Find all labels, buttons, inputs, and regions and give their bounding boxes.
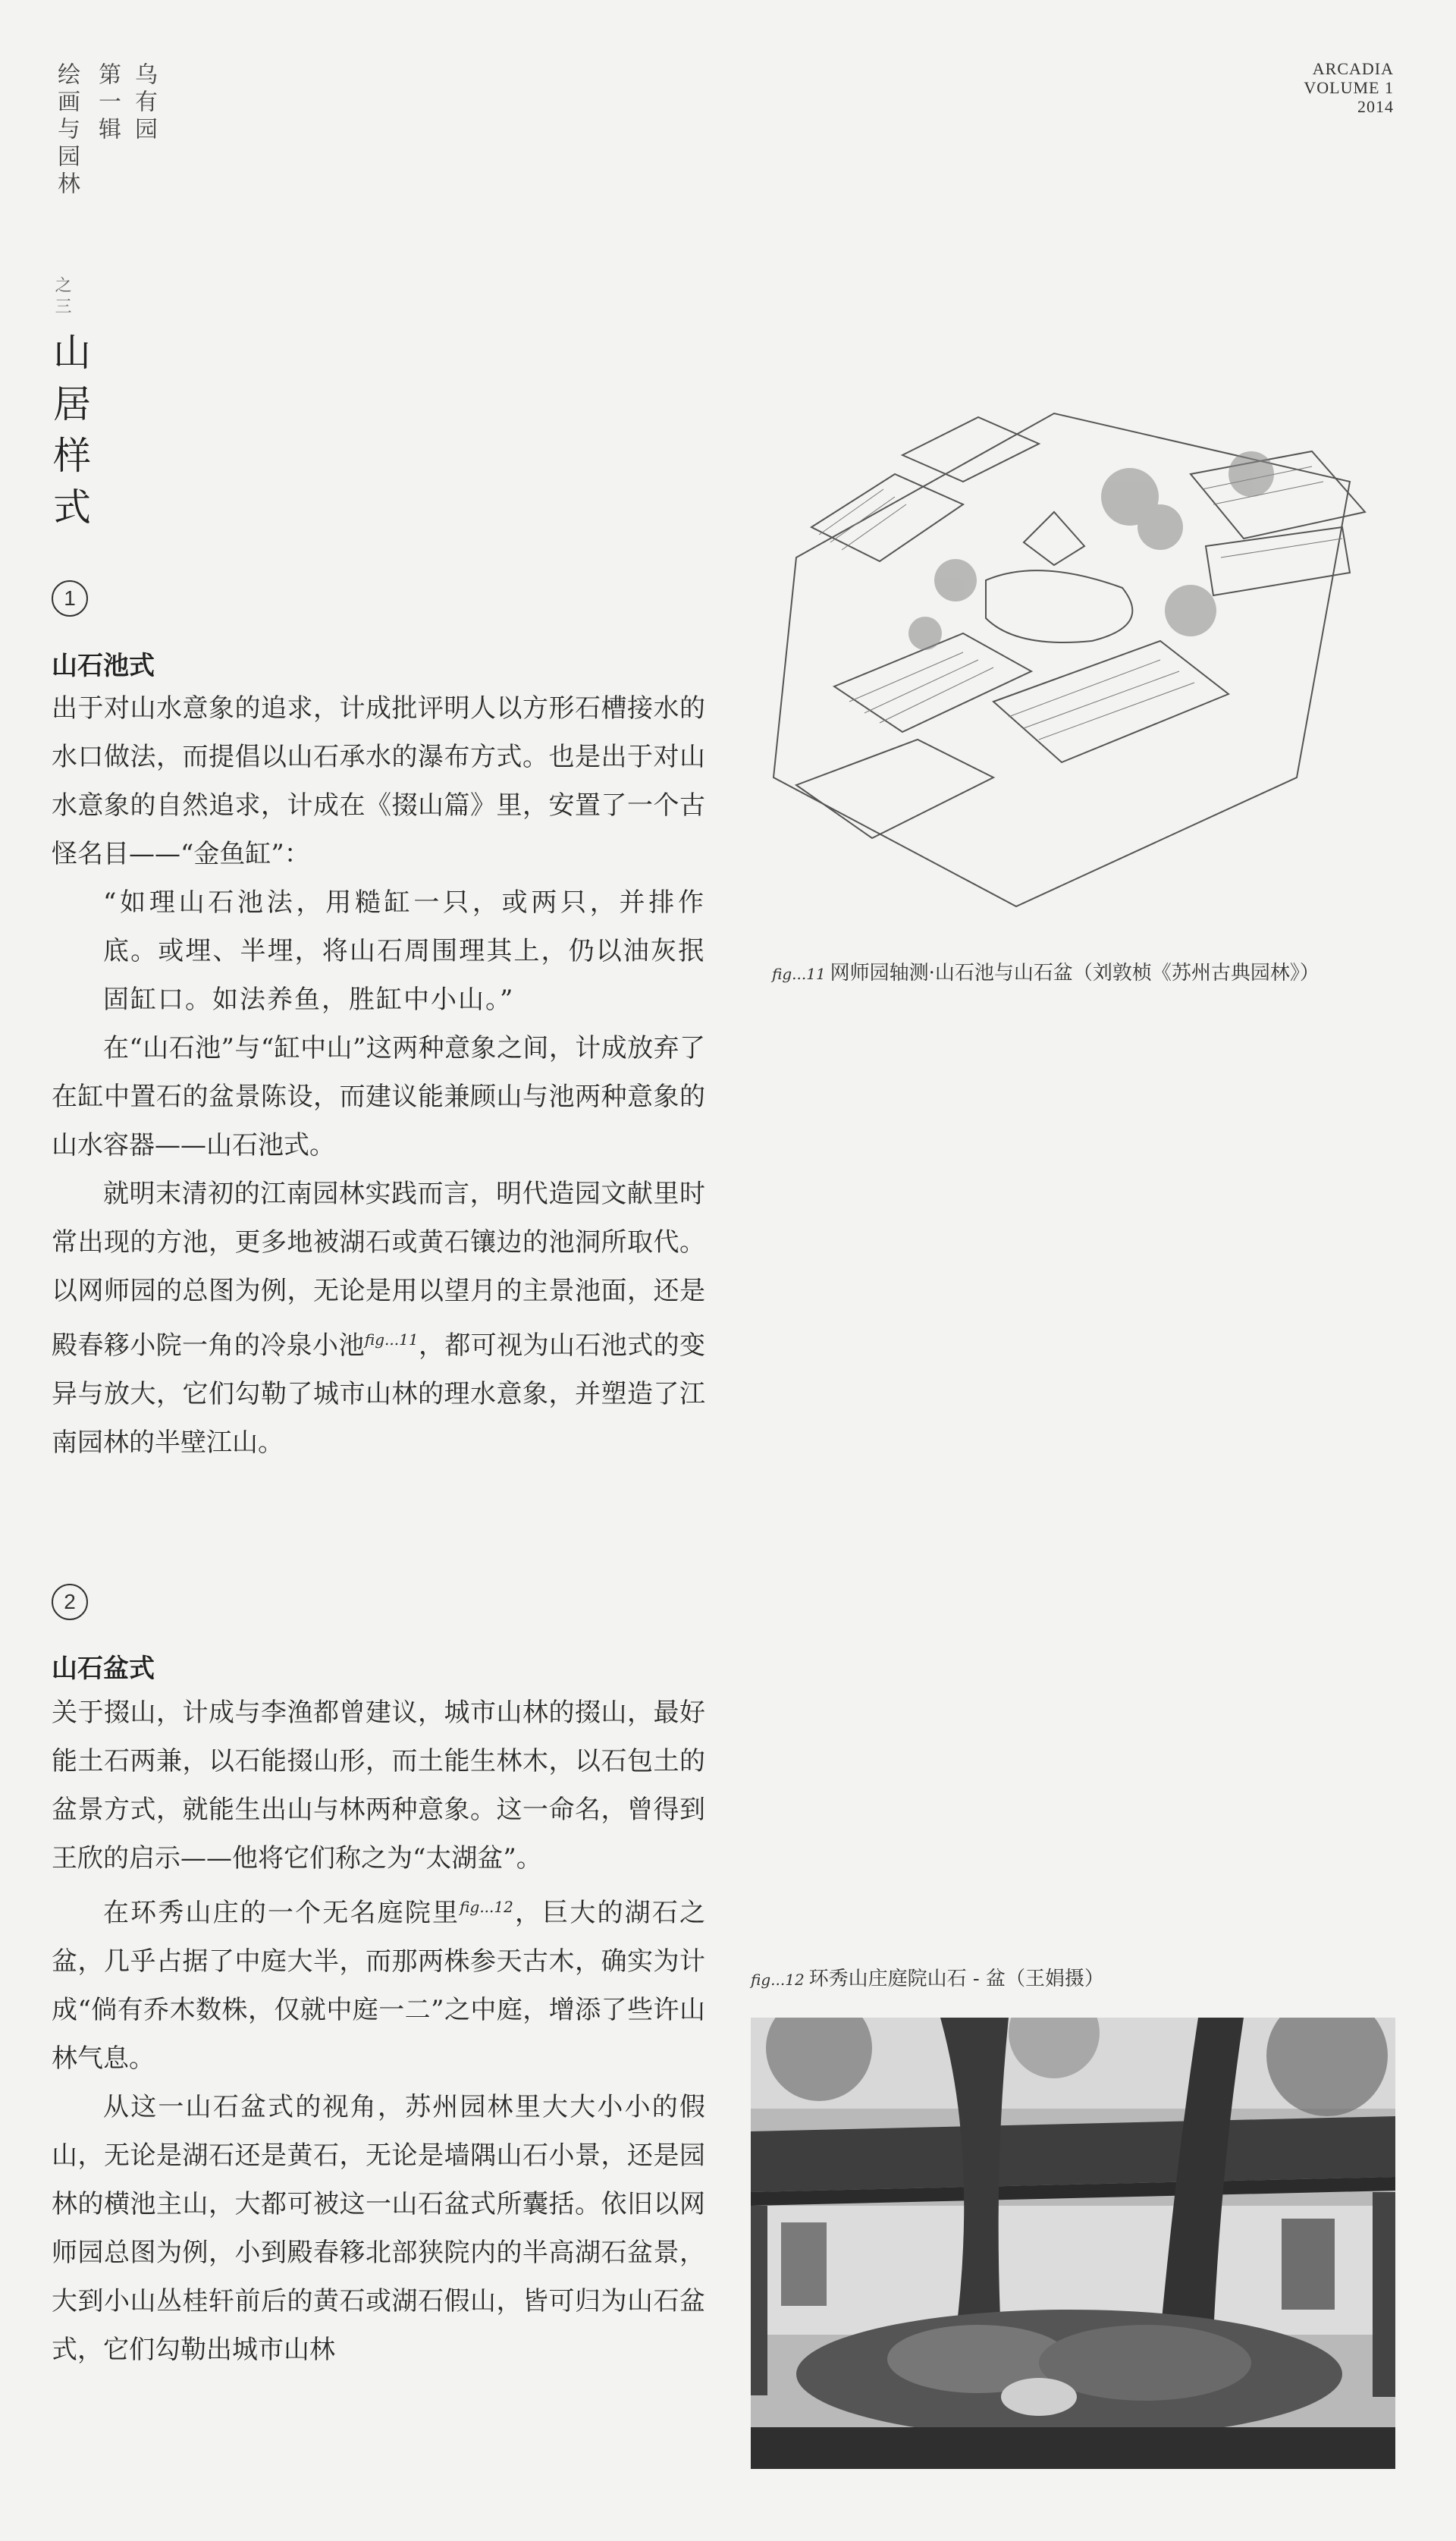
masthead-year: 2014 — [1357, 97, 1394, 116]
section-number-1: 1 — [52, 580, 88, 617]
paragraph: 关于掇山，计成与李渔都曾建议，城市山林的掇山，最好能土石两兼，以石能掇山形，而土能生林木，以石包土的盆景方式，就能生出山与林两种意象。这一命名，曾得到王欣的启示——他将它们称之为“太湖盆”。 — [52, 1698, 705, 1874]
courtyard-rockery-photo — [751, 2018, 1395, 2469]
garden-axonometric-sketch — [766, 383, 1388, 925]
masthead-volume: VOLUME 1 — [1304, 78, 1394, 97]
caption-text: 网师园轴测·山石池与山石盆（刘敦桢《苏州古典园林》） — [830, 962, 1320, 985]
figure-reference[interactable]: fig...12 — [460, 1898, 513, 1916]
section-body-1 — [52, 684, 705, 1467]
figure-number: fig...12 — [751, 1971, 805, 1989]
figure-caption-12 — [751, 1963, 1104, 1991]
section-heading-2: 山石盆式 — [52, 1654, 155, 1684]
series-book-name: 乌有园 — [130, 62, 157, 144]
masthead — [1304, 59, 1394, 116]
paragraph: 从这一山石盆式的视角，苏州园林里大大小小的假山，无论是湖石还是黄石，无论是墙隅山石小景，还是园林的横池主山，大都可被这一山石盆式所囊括。依旧以网师园总图为例，小到殿春簃北部狭院内的半高湖石盆景，大到小山丛桂轩前后的黄石或湖石假山，皆可归为山石盆式，它们勾勒出城市山林 — [52, 2092, 705, 2365]
paragraph-text: 就明末清初的江南园林实践而言，明代造园文献里时常出现的方池，更多地被湖石或黄石镶边的池洞所取代。以网师园的总图为例，无论是用以望月的主景池面，还是殿春簃小院一角的冷泉小池 — [52, 1179, 705, 1361]
masthead-title: ARCADIA — [1312, 59, 1394, 78]
quotation: “如理山石池法，用糙缸一只，或两只，并排作底。或埋、半埋，将山石周围理其上，仍以油灰抿固缸口。如法养鱼，胜缸中小山。” — [103, 887, 705, 1015]
chapter-title: 山居样式 — [47, 332, 91, 539]
section-heading-1: 山石池式 — [52, 651, 155, 681]
series-subject: 绘画与园林 — [53, 62, 80, 199]
figure-number: fig...11 — [772, 965, 826, 983]
caption-text: 环秀山庄庭院山石 - 盆（王娟摄） — [808, 1968, 1104, 1990]
paragraph-text: ，都可视为山石池式的变异与放大，它们勾勒了城市山林的理水意象，并塑造了江南园林的半壁江山。 — [52, 1330, 706, 1458]
paragraph: 在“山石池”与“缸中山”这两种意象之间，计成放弃了在缸中置石的盆景陈设，而建议能兼顾山与池两种意象的山水容器——山石池式。 — [52, 1033, 705, 1161]
section-number-2: 2 — [52, 1584, 88, 1620]
paragraph — [52, 1170, 705, 1467]
paragraph: 出于对山水意象的追求，计成批评明人以方形石槽接水的水口做法，而提倡以山石承水的瀑布方式。也是出于对山水意象的自然追求，计成在《掇山篇》里，安置了一个古怪名目——“金鱼缸”： — [52, 693, 705, 869]
section-body-2 — [52, 1688, 705, 2374]
paragraph-text: 在环秀山庄的一个无名庭院里 — [103, 1898, 460, 1928]
chapter-index-label: 之三 — [52, 276, 71, 319]
paragraph-text: ，巨大的湖石之盆，几乎占据了中庭大半，而那两株参天古木，确实为计成“倘有乔木数株，仅就中庭一二”之中庭，增添了些许山林气息。 — [52, 1898, 706, 2074]
figure-caption-11 — [772, 957, 1320, 985]
figure-reference[interactable]: fig...11 — [364, 1330, 419, 1349]
paragraph — [52, 1883, 705, 2083]
series-issue: 第一辑 — [94, 62, 121, 144]
